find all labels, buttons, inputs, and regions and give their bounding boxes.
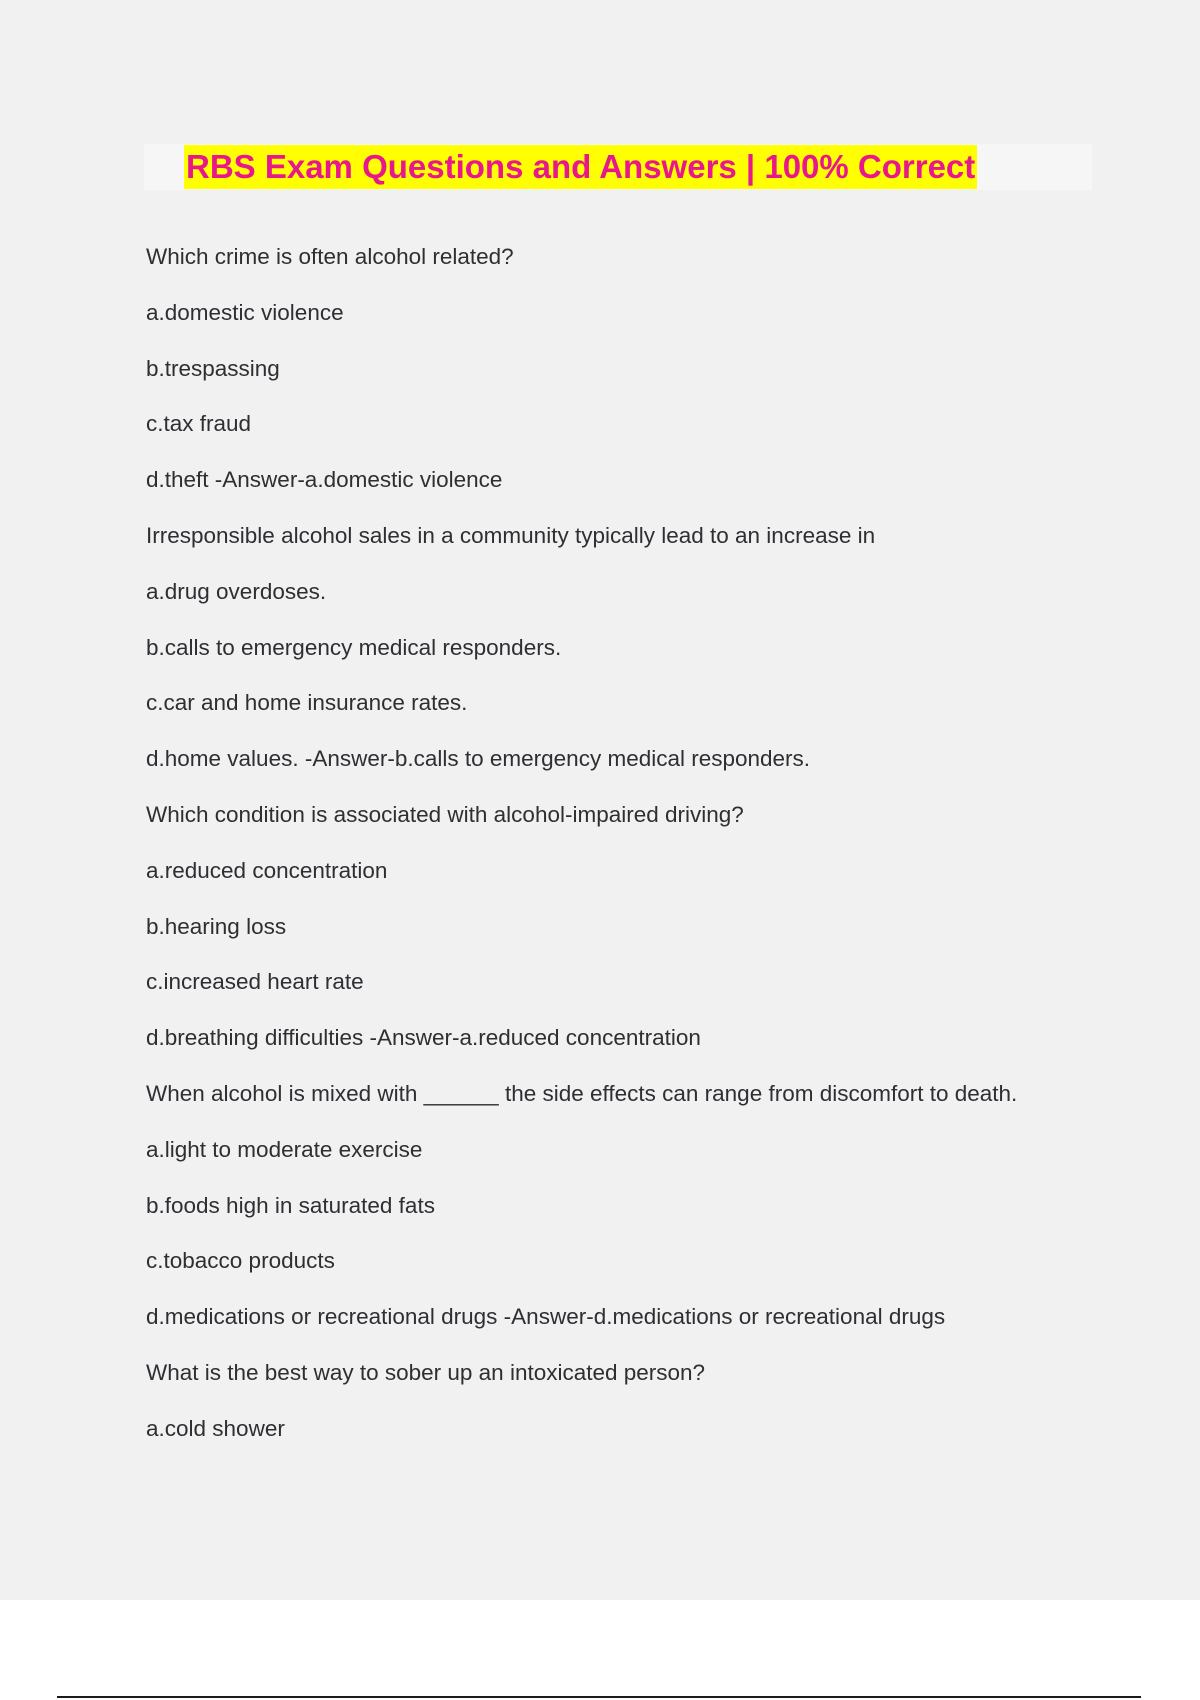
question-line: Which condition is associated with alcohol-impaired driving? (146, 801, 744, 827)
answer-option-line: b.calls to emergency medical responders. (146, 634, 562, 660)
answer-key-line: d.medications or recreational drugs -Answer-d.medications or recreational drugs (146, 1304, 946, 1330)
answer-option-line: c.tax fraud (146, 411, 252, 437)
question-list (146, 237, 1146, 1465)
answer-option-line: a.drug overdoses. (146, 578, 327, 604)
answer-key-line: d.theft -Answer-a.domestic violence (146, 467, 503, 493)
question-line: When alcohol is mixed with ______ the side effects can range from discomfort to death. (146, 1080, 1018, 1106)
answer-key-line: d.home values. -Answer-b.calls to emergency medical responders. (146, 746, 811, 772)
answer-option-line: a.reduced concentration (146, 857, 388, 883)
answer-option-line: b.hearing loss (146, 913, 287, 939)
answer-option-line: c.tobacco products (146, 1248, 335, 1274)
answer-option-line: a.domestic violence (146, 299, 344, 325)
answer-option-line: a.light to moderate exercise (146, 1136, 423, 1162)
page-bottom-divider (57, 1696, 1141, 1698)
answer-option-line: c.increased heart rate (146, 969, 364, 995)
question-line: Irresponsible alcohol sales in a community typically lead to an increase in (146, 522, 876, 548)
answer-option-line: c.car and home insurance rates. (146, 690, 468, 716)
answer-option-line: a.cold shower (146, 1415, 285, 1441)
answer-option-line: b.foods high in saturated fats (146, 1192, 435, 1218)
answer-key-line: d.breathing difficulties -Answer-a.reduced concentration (146, 1025, 701, 1051)
question-line: What is the best way to sober up an intoxicated person? (146, 1359, 706, 1385)
answer-option-line: b.trespassing (146, 355, 280, 381)
question-line: Which crime is often alcohol related? (146, 244, 514, 269)
document-title: RBS Exam Questions and Answers | 100% Correct (184, 145, 977, 189)
